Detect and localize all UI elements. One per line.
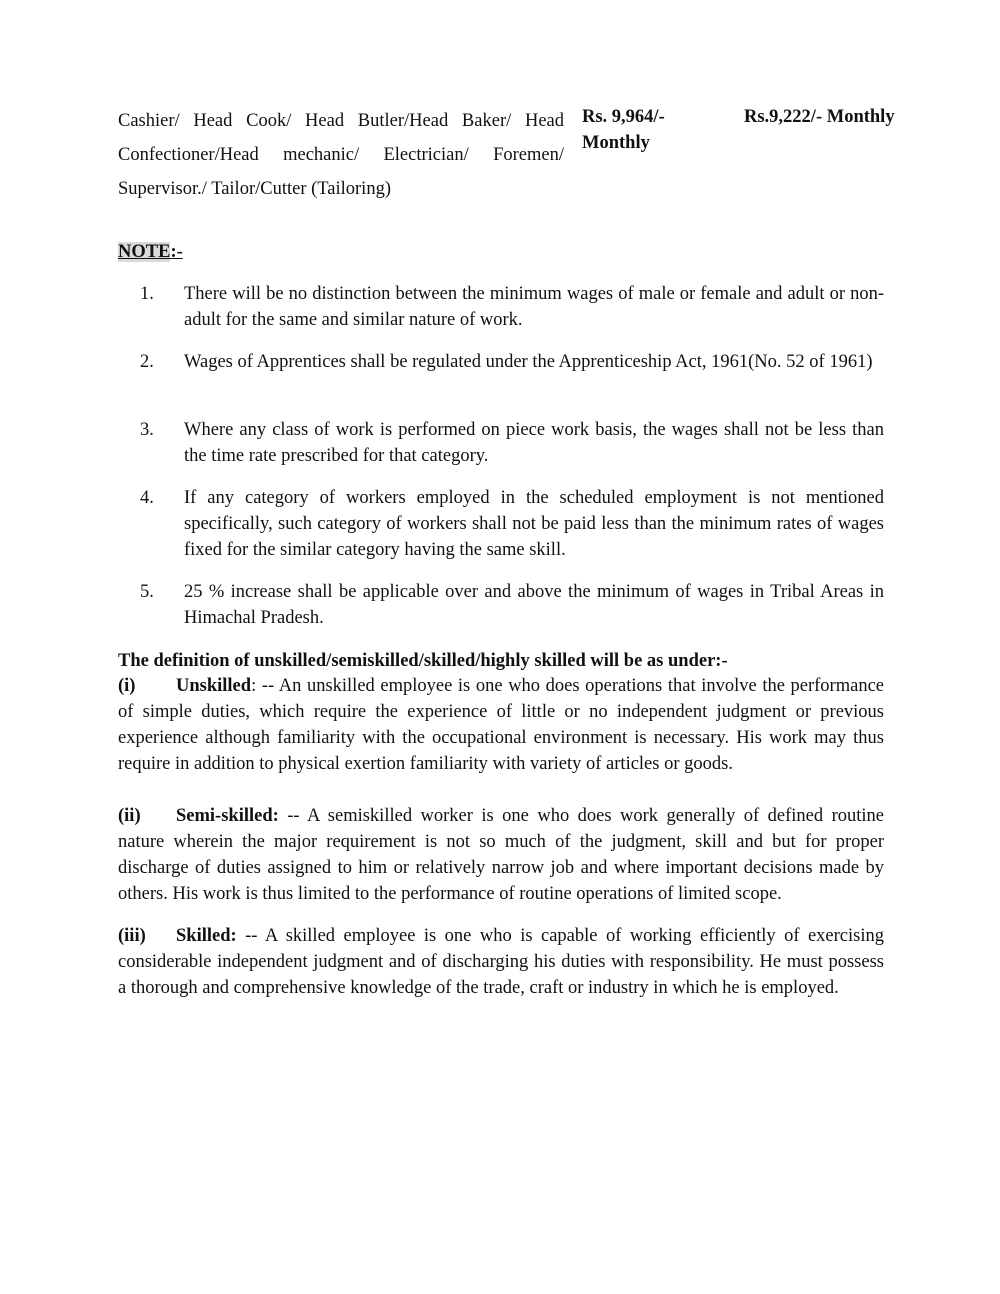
note-text: There will be no distinction between the minimum wages of male or female and adult or non-adult for the same and similar nature of work. (184, 284, 884, 330)
note-text: Where any class of work is performed on piece work basis, the wages shall not be less than the time rate prescribed for that category. (184, 420, 884, 466)
note-item (118, 485, 884, 563)
note-text: If any category of workers employed in the scheduled employment is not mentioned specifically, such category of workers shall not be paid less than the minimum rates of wages fixed for the similar category having the same skill. (184, 488, 884, 560)
definition-term: Semi-skilled: (176, 806, 279, 826)
category-line: Supervisor./ Tailor/Cutter (Tailoring) (118, 179, 391, 199)
definition-term: Unskilled (176, 676, 252, 696)
category-cell (118, 104, 564, 206)
note-heading (118, 240, 183, 264)
definition-label: (iii) (118, 926, 146, 946)
note-item (118, 579, 884, 631)
rate-a-cell (582, 104, 702, 156)
category-line: Cashier/ Head Cook/ Head Butler/Head Baker/ Head (118, 111, 564, 131)
definition-skilled (118, 923, 884, 1001)
note-item (118, 417, 884, 469)
definition-semi-skilled (118, 803, 884, 907)
note-number: 2. (140, 352, 154, 372)
rate-a-amount: Rs. 9,964/- (582, 107, 665, 127)
note-number: 1. (140, 284, 154, 304)
note-number: 3. (140, 420, 154, 440)
note-heading-suffix: :- (170, 242, 183, 262)
note-heading-highlight: NOTE (118, 242, 171, 262)
definition-text: -- A skilled employee is one who is capable of working efficiently of exercising considerable independent judgment and of discharging his duties with responsibility. He must possess a thorough and comprehensive knowledge of the trade, craft or industry in which he is employed. (118, 926, 884, 998)
definition-unskilled (118, 673, 884, 777)
definition-term: Skilled: (176, 926, 237, 946)
wage-row (118, 104, 918, 204)
definition-label: (ii) (118, 806, 141, 826)
definitions-heading: The definition of unskilled/semiskilled/skilled/highly skilled will be as under:- (118, 651, 728, 671)
definition-text: -- A semiskilled worker is one who does work generally of defined routine nature wherein the major requirement is not so much of the judgment, skill and but for proper discharge of duties assigned to him or relatively narrow job and where important decisions made by others. His work is thus limited to the performance of routine operations of limited scope. (118, 806, 884, 904)
definition-text: : -- An unskilled employee is one who does operations that involve the performance of simple duties, which require the experience of little or no independent judgment or previous experience although familiarity with the occupational environment is necessary. His work may thus require in addition to physical exertion familiarity with variety of articles or goods. (118, 676, 884, 774)
note-item (118, 281, 884, 333)
note-item (118, 349, 884, 375)
definition-label: (i) (118, 676, 136, 696)
category-line: Confectioner/Head mechanic/ Electrician/ Foremen/ (118, 145, 564, 165)
rate-b-cell: Rs.9,222/- Monthly (744, 107, 895, 127)
note-text: 25 % increase shall be applicable over and above the minimum of wages in Tribal Areas in Himachal Pradesh. (184, 582, 884, 628)
note-number: 4. (140, 488, 154, 508)
note-number: 5. (140, 582, 154, 602)
rate-a-period: Monthly (582, 133, 650, 153)
note-text: Wages of Apprentices shall be regulated under the Apprenticeship Act, 1961(No. 52 of 1961) (184, 352, 873, 372)
